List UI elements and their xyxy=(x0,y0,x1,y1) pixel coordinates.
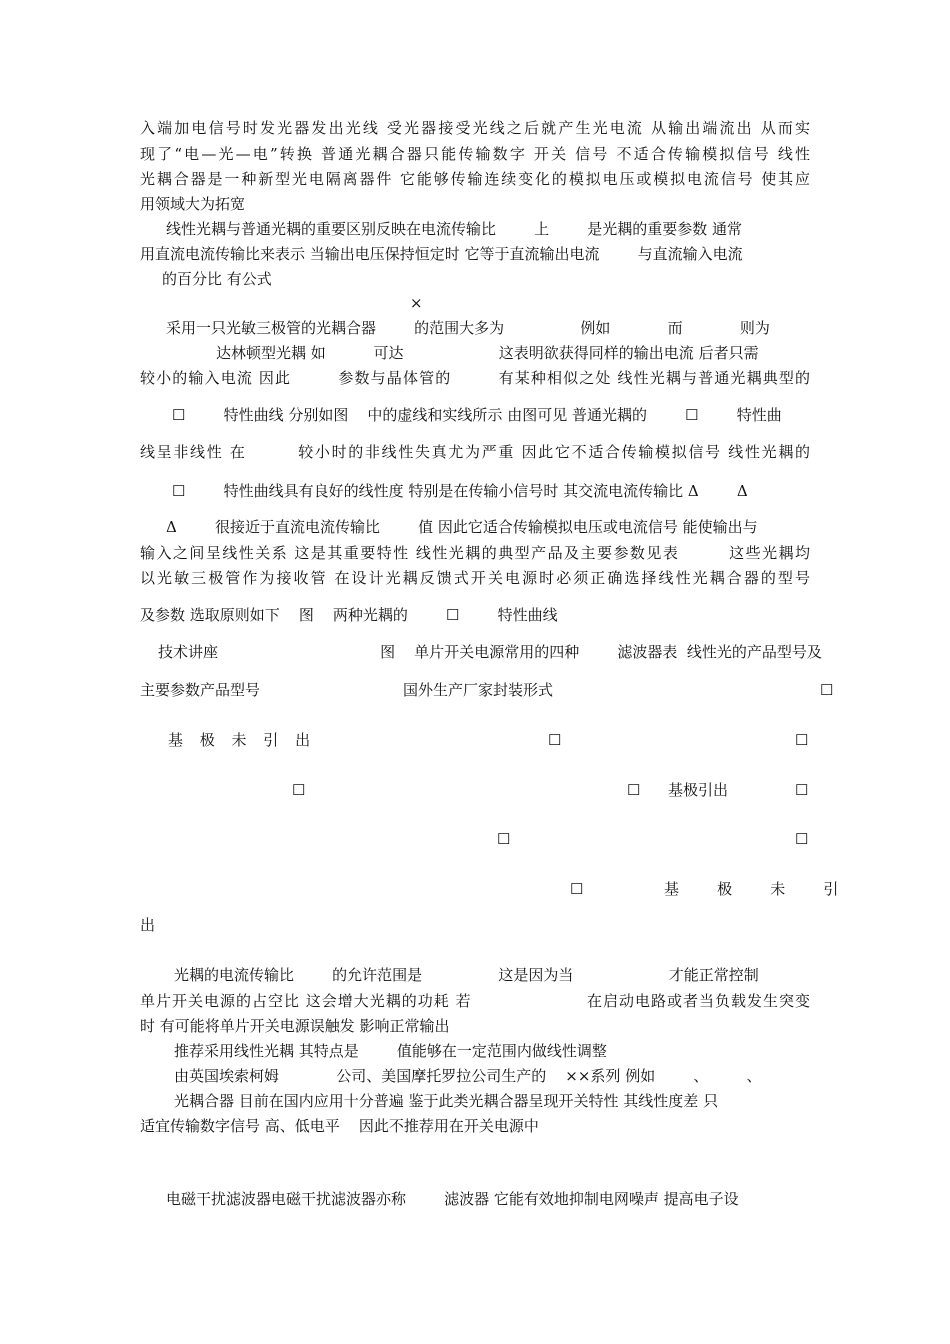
checkbox-glyph: ☐ xyxy=(795,731,809,749)
table-cell: 基极引出 xyxy=(668,781,729,799)
text-line: ☐ 特性曲线具有良好的线性度 特别是在传输小信号时 其交流电流传输比 Δ Δ xyxy=(172,482,748,500)
multiply-symbol: × xyxy=(410,294,423,312)
text-line: 入端加电信号时发光器发出光线 受光器接受光线之后就产生光电流 从输出端流出 从而实 xyxy=(140,119,810,137)
text-line: 电磁干扰滤波器电磁干扰滤波器亦称 滤波器 它能有效地抑制电网噪声 提高电子设 xyxy=(166,1190,739,1208)
text-line: 用直流电流传输比来表示 当输出电压保持恒定时 它等于直流输出电流 与直流输入电流 xyxy=(140,245,743,263)
checkbox-glyph: ☐ xyxy=(627,781,641,799)
text-line: Δ 很接近于直流电流传输比 值 因此它适合传输模拟电压或电流信号 能使输出与 xyxy=(166,518,758,536)
checkbox-glyph: ☐ xyxy=(795,830,809,848)
table-header-line: 主要参数产品型号 国外生产厂家封装形式 ☐ xyxy=(140,681,834,699)
text-line: 单片开关电源的占空比 这会增大光耦的功耗 若 在启动电路或者当负载发生突变 xyxy=(140,992,810,1010)
text-line: 达林顿型光耦 如 可达 这表明欲获得同样的输出电流 后者只需 xyxy=(216,344,759,362)
text-line: 的百分比 有公式 xyxy=(162,270,272,288)
text-line: 用领域大为拓宽 xyxy=(140,195,246,213)
text-line: 时 有可能将单片开关电源误触发 影响正常输出 xyxy=(140,1017,450,1035)
checkbox-glyph: ☐ xyxy=(795,781,809,799)
text-line: 采用一只光敏三极管的光耦合器 的范围大多为 例如 而 则为 xyxy=(166,319,770,337)
text-line: 现了“电—光—电”转换 普通光耦合器只能传输数字 开关 信号 不适合传输模拟信号 线性 xyxy=(140,145,810,163)
text-line: 推荐采用线性光耦 其特点是 值能够在一定范围内做线性调整 xyxy=(174,1042,607,1060)
text-line: 光耦的电流传输比 的允许范围是 这是因为当 才能正常控制 xyxy=(174,966,759,984)
text-line: 光耦合器 目前在国内应用十分普遍 鉴于此类光耦合器呈现开关特性 其线性度差 只 xyxy=(174,1092,719,1110)
text-line: 由英国埃索柯姆 公司、美国摩托罗拉公司生产的 ××系列 例如 、 、 xyxy=(174,1067,762,1085)
text-line: 输入之间呈线性关系 这是其重要特性 线性光耦的典型产品及主要参数见表 这些光耦均 xyxy=(140,544,810,562)
table-cell: 基 极 未 引 出 xyxy=(168,731,317,749)
table-cell: 出 xyxy=(140,916,156,934)
checkbox-glyph: ☐ xyxy=(570,880,584,898)
text-line: 以光敏三极管作为接收管 在设计光耦反馈式开关电源时必须正确选择线性光耦合器的型号 xyxy=(140,569,810,587)
text-line: 技术讲座 图 单片开关电源常用的四种 滤波器表 线性光的产品型号及 xyxy=(158,643,822,661)
text-line: 线性光耦与普通光耦的重要区别反映在电流传输比 上 是光耦的重要参数 通常 xyxy=(166,220,743,238)
text-line: 适宜传输数字信号 高、低电平 因此不推荐用在开关电源中 xyxy=(140,1117,539,1135)
text-line: 较小的输入电流 因此 参数与晶体管的 有某种相似之处 线性光耦与普通光耦典型的 xyxy=(140,369,810,387)
text-line: 线呈非线性 在 较小时的非线性失真尤为严重 因此它不适合传输模拟信号 线性光耦的 xyxy=(140,443,810,461)
checkbox-glyph: ☐ xyxy=(548,731,562,749)
checkbox-glyph: ☐ xyxy=(292,781,306,799)
text-line: 光耦合器是一种新型光电隔离器件 它能够传输连续变化的模拟电压或模拟电流信号 使其应 xyxy=(140,170,810,188)
text-line: 及参数 选取原则如下 图 两种光耦的 ☐ 特性曲线 xyxy=(140,606,558,624)
checkbox-glyph: ☐ xyxy=(497,830,511,848)
text-line: ☐ 特性曲线 分别如图 中的虚线和实线所示 由图可见 普通光耦的 ☐ 特性曲 xyxy=(172,406,782,424)
table-cell: 基 极 未 引 xyxy=(664,880,839,898)
